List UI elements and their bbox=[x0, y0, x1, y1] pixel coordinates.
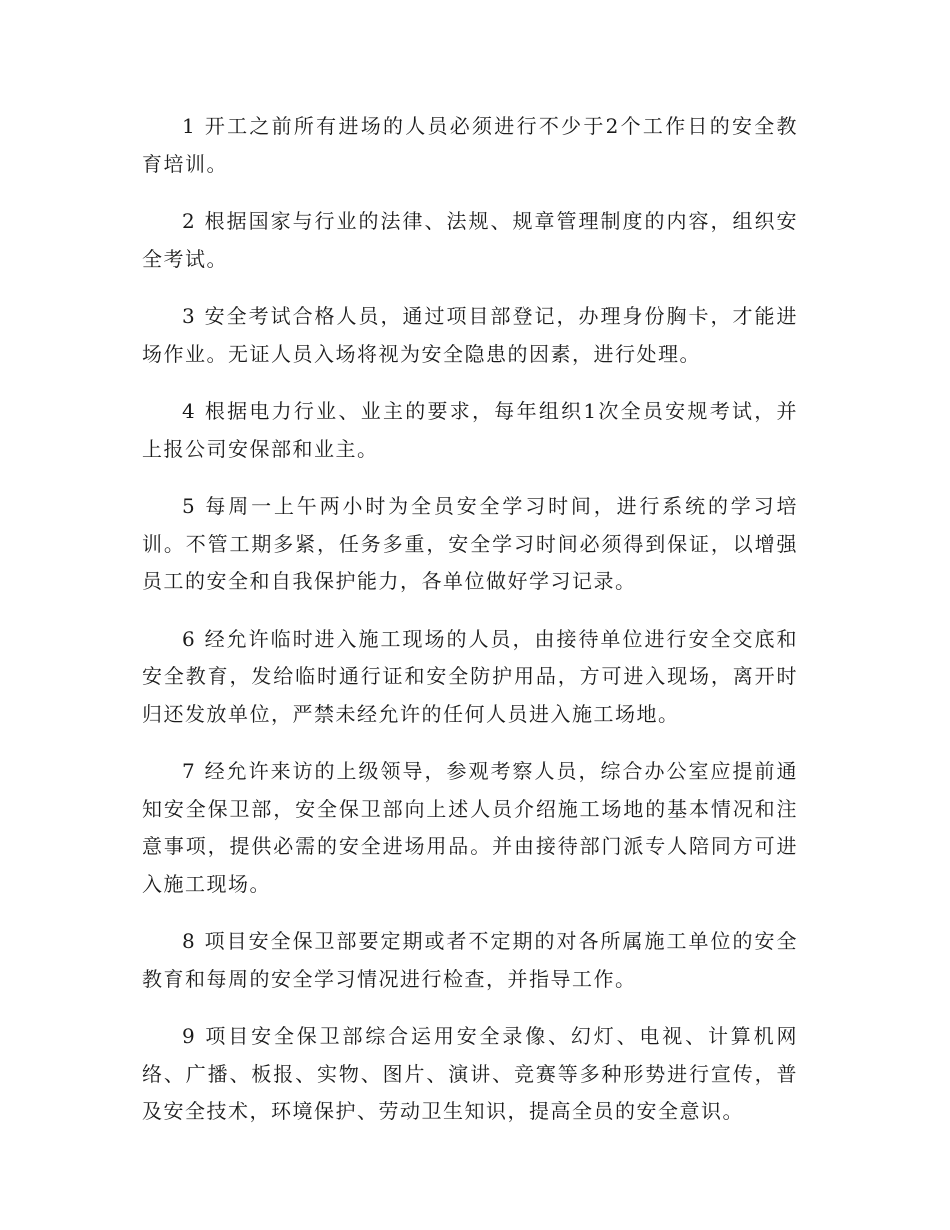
paragraph-5: 5 每周一上午两小时为全员安全学习时间，进行系统的学习培训。不管工期多紧，任务多重，安全学习时间必须得到保证，以增强员工的安全和自我保护能力，各单位做好学习记录。 bbox=[142, 494, 798, 593]
paragraph-9: 9 项目安全保卫部综合运用安全录像、幻灯、电视、计算机网络、广播、板报、实物、图片、演讲、竞赛等多种形势进行宣传，普及安全技术，环境保护、劳动卫生知识，提高全员的安全意识。 bbox=[142, 1024, 798, 1123]
paragraph-6: 6 经允许临时进入施工现场的人员，由接待单位进行安全交底和安全教育，发给临时通行证和安全防护用品，方可进入现场，离开时归还发放单位，严禁未经允许的任何人员进入施工场地。 bbox=[142, 626, 798, 726]
paragraph-1: 1 开工之前所有进场的人员必须进行不少于2个工作日的安全教育培训。 bbox=[142, 114, 798, 176]
paragraph-4: 4 根据电力行业、业主的要求，每年组织1次全员安规考试，并上报公司安保部和业主。 bbox=[142, 399, 798, 461]
paragraph-7: 7 经允许来访的上级领导，参观考察人员，综合办公室应提前通知安全保卫部，安全保卫部向上述人员介绍施工场地的基本情况和注意事项，提供必需的安全进场用品。并由接待部门派专人陪同方可进入施工现场。 bbox=[142, 759, 798, 896]
paragraph-3: 3 安全考试合格人员，通过项目部登记，办理身份胸卡，才能进场作业。无证人员入场将视为安全隐患的因素，进行处理。 bbox=[142, 304, 798, 366]
paragraph-8: 8 项目安全保卫部要定期或者不定期的对各所属施工单位的安全教育和每周的安全学习情况进行检查，并指导工作。 bbox=[142, 929, 798, 991]
paragraph-2: 2 根据国家与行业的法律、法规、规章管理制度的内容，组织安全考试。 bbox=[142, 209, 798, 271]
document-body bbox=[142, 108, 798, 1151]
